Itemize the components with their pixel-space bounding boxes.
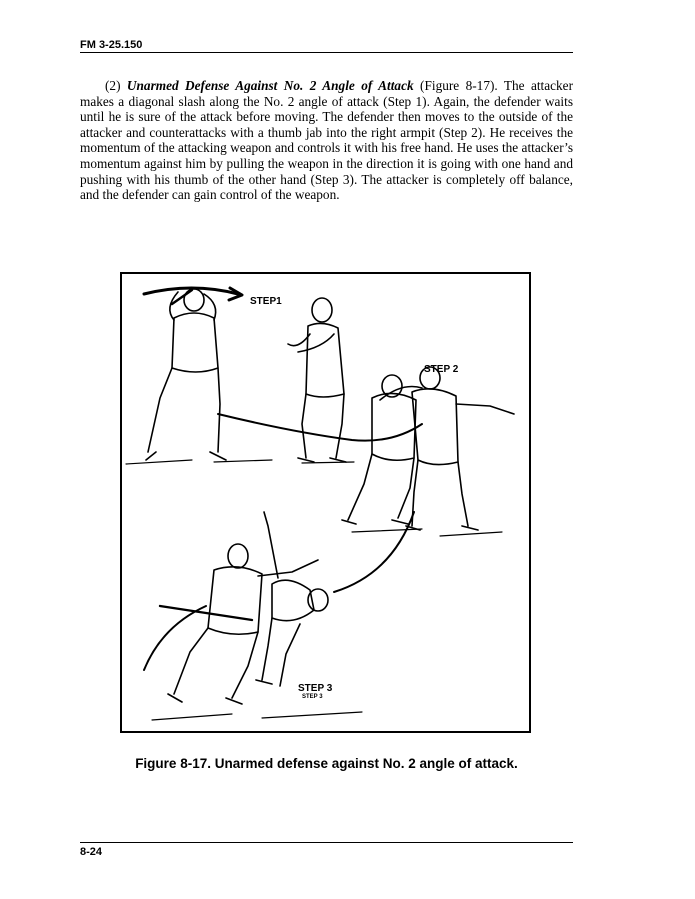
step2-label: STEP 2: [424, 364, 459, 375]
paragraph-lead: (2): [105, 78, 121, 93]
step1-attacker: [146, 289, 226, 460]
step3-label: STEP 3: [298, 683, 333, 694]
step1-label: STEP1: [250, 296, 282, 307]
step1-path-arc: [218, 414, 422, 441]
step3-defender: [168, 544, 318, 704]
page-number: 8-24: [80, 846, 103, 858]
footer-rule: [80, 842, 573, 843]
step2-attacker: [406, 367, 514, 530]
figure-drawing: [122, 274, 529, 731]
step3-attacker: [160, 512, 328, 686]
paragraph-body: (Figure 8-17). The attacker makes a diagonal slash along the No. 2 angle of attack (Step 1). Again, the defender waits until he is sure of the attack before moving. The defender then moves to the outside of the attacker and counterattacks with a thumb jab into the right armpit (Step 2). He receives the momentum of the attacking weapon and controls it with his free hand. He uses the attacker’s momentum against him by pulling the weapon in the direction it is going with one hand and pushing with his thumb of the other hand (Step 3). The attacker is completely off balance, and the defender can gain control of the weapon.: [80, 78, 574, 203]
figure-caption: Figure 8-17. Unarmed defense against No. 2 angle of attack.: [135, 756, 518, 771]
step2-path-arc: [334, 512, 414, 592]
header-rule: [80, 52, 573, 53]
figure-illustration: [120, 272, 531, 733]
paragraph-title: Unarmed Defense Against No. 2 Angle of Attack: [126, 78, 414, 93]
step2-defender: [342, 375, 422, 524]
step3-small-label: STEP 3: [302, 694, 323, 700]
step3-path-arc: [144, 606, 206, 670]
body-paragraph: [80, 78, 573, 203]
manual-id: FM 3-25.150: [80, 39, 143, 51]
